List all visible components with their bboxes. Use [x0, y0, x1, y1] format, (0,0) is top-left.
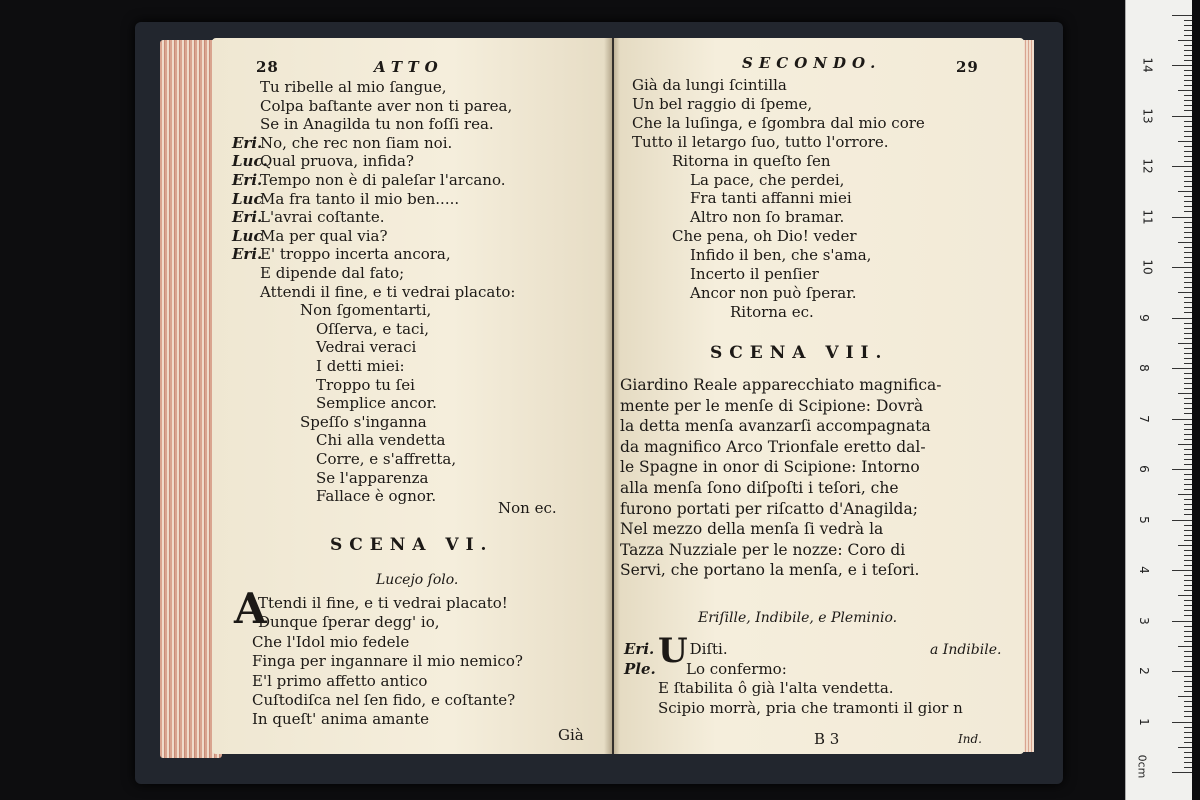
- ruler-tick: [1184, 459, 1192, 460]
- text-line: [232, 115, 494, 134]
- drop-cap-u: U: [658, 631, 688, 671]
- ruler-tick: [1184, 100, 1192, 101]
- ruler-label: 6: [1136, 465, 1151, 473]
- ruler-label: 8: [1136, 364, 1151, 372]
- ruler-unit: 0cm: [1135, 754, 1149, 779]
- speaker-label: Luc.: [232, 152, 268, 171]
- ruler-tick: [1184, 752, 1192, 753]
- ruler-tick: [1184, 171, 1192, 172]
- ruler-label: 2: [1136, 667, 1151, 675]
- ruler-tick: [1172, 469, 1192, 470]
- ruler-tick: [1184, 626, 1192, 627]
- speaker-label: Luc: [232, 189, 263, 208]
- verse-line: Fra tanti affanni miei: [690, 189, 852, 208]
- ruler-tick: [1184, 383, 1192, 384]
- text-line: [232, 78, 447, 97]
- right-page: [614, 38, 1024, 754]
- ruler-tick: [1184, 328, 1192, 329]
- text-line: [232, 134, 452, 153]
- description-line: Tazza Nuzziale per le nozze: Coro di: [620, 540, 906, 559]
- ruler-tick: [1184, 641, 1192, 642]
- line-text: Chi alla vendetta: [316, 431, 446, 450]
- aria-line: In queſt' anima amante: [252, 710, 429, 729]
- ruler-tick: [1184, 105, 1192, 106]
- ruler-tick: [1184, 479, 1192, 480]
- ruler-tick: [1184, 297, 1192, 298]
- ruler-tick: [1184, 439, 1192, 440]
- ruler-tick: [1184, 222, 1192, 223]
- ruler-tick: [1184, 615, 1192, 616]
- ruler-tick: [1184, 636, 1192, 637]
- dialogue-line: [624, 699, 963, 718]
- verse-line: Ritorna ec.: [730, 302, 814, 321]
- ruler-tick: [1178, 747, 1192, 748]
- verse-line: Ritorna in queſto ſen: [672, 151, 831, 170]
- ruler-tick: [1184, 70, 1192, 71]
- ruler-tick: [1184, 525, 1192, 526]
- ruler-tick: [1184, 151, 1192, 152]
- running-head-right: SECONDO.: [742, 54, 882, 72]
- ruler-tick: [1178, 696, 1192, 697]
- ruler-tick: [1184, 338, 1192, 339]
- ruler-tick: [1184, 95, 1192, 96]
- aria-line: E'l primo affetto antico: [252, 671, 428, 690]
- dialogue-line: [624, 660, 787, 679]
- line-text: Attendi il fine, e ti vedrai placato:: [260, 282, 516, 301]
- ruler-tick: [1178, 393, 1192, 394]
- ruler-tick: [1184, 762, 1192, 763]
- ruler-tick: [1184, 504, 1192, 505]
- ruler-tick: [1184, 565, 1192, 566]
- verse-line: Già da lungi ſcintilla: [632, 76, 787, 94]
- ruler-tick: [1172, 15, 1192, 16]
- ruler-label: 14: [1140, 57, 1155, 73]
- ruler-tick: [1184, 277, 1192, 278]
- ruler-tick: [1184, 711, 1192, 712]
- ruler-tick: [1184, 489, 1192, 490]
- ruler-tick: [1184, 742, 1192, 743]
- ruler-label: 4: [1136, 566, 1151, 574]
- ruler-tick: [1184, 237, 1192, 238]
- ruler-tick: [1172, 520, 1192, 521]
- speaker-label: Eri.: [624, 640, 655, 658]
- dialogue-line: [624, 679, 894, 698]
- ruler-tick: [1184, 484, 1192, 485]
- ruler-tick: [1178, 545, 1192, 546]
- text-line: [232, 227, 388, 246]
- stage-aside: a Indibile.: [930, 642, 1002, 658]
- ruler-tick: [1184, 464, 1192, 465]
- text-line: [232, 97, 512, 116]
- ruler-tick: [1184, 378, 1192, 379]
- line-text: Se in Anagilda tu non foſſi rea.: [260, 115, 494, 134]
- ruler-tick: [1184, 307, 1192, 308]
- ruler-tick: [1184, 55, 1192, 56]
- ruler-tick: [1184, 686, 1192, 687]
- ruler-tick: [1184, 353, 1192, 354]
- ruler-tick: [1172, 65, 1192, 66]
- speaker-label: Eri.: [232, 133, 263, 152]
- description-line: mente per le menſe di Scipione: Dovrà: [620, 396, 924, 415]
- ruler-tick: [1184, 206, 1192, 207]
- ruler-tick: [1184, 20, 1192, 21]
- ruler-tick: [1184, 651, 1192, 652]
- ruler-tick: [1178, 292, 1192, 293]
- line-text: Ma per qual via?: [260, 226, 388, 245]
- description-line: furono portati per riſcatto d'Anagilda;: [620, 499, 918, 518]
- ruler-tick: [1184, 272, 1192, 273]
- ruler-tick: [1184, 631, 1192, 632]
- scene-title-vi: SCENA VI.: [330, 535, 494, 555]
- ruler-tick: [1184, 131, 1192, 132]
- ruler-label: 13: [1140, 107, 1155, 124]
- aria-line: Finga per ingannare il mio nemico?: [252, 652, 523, 671]
- ruler-tick: [1184, 156, 1192, 157]
- ruler-tick: [1184, 247, 1192, 248]
- text-line: [232, 190, 459, 209]
- line-text: E' troppo incerta ancora,: [260, 245, 451, 264]
- text-line: [232, 487, 436, 506]
- ruler-tick: [1184, 585, 1192, 586]
- line-text: Semplice ancor.: [316, 394, 437, 413]
- ruler-tick: [1184, 474, 1192, 475]
- verse-line: Che la luſinga, e ſgombra dal mio core: [632, 113, 925, 132]
- ruler-tick: [1172, 318, 1192, 319]
- ruler-tick: [1172, 570, 1192, 571]
- ruler-tick: [1184, 555, 1192, 556]
- text-line: [232, 283, 515, 302]
- ruler-tick: [1184, 85, 1192, 86]
- line-text: Scipio morrà, pria che tramonti il gior n: [658, 698, 963, 717]
- text-line: [232, 245, 451, 264]
- ruler-label: 9: [1136, 313, 1151, 322]
- ruler-tick: [1184, 767, 1192, 768]
- ruler-tick: [1184, 424, 1192, 425]
- text-line: [232, 450, 456, 469]
- ruler-label: 12: [1140, 158, 1155, 174]
- ruler-tick: [1172, 267, 1192, 268]
- text-line: [232, 301, 431, 320]
- line-text: Speſſo s'inganna: [300, 412, 427, 431]
- drop-cap-a: A: [234, 584, 267, 633]
- ruler-tick: [1184, 348, 1192, 349]
- ruler-tick: [1184, 45, 1192, 46]
- ruler-tick: [1184, 176, 1192, 177]
- ruler-label: 11: [1140, 208, 1155, 225]
- ruler-tick: [1184, 257, 1192, 258]
- page-number-right: 29: [956, 58, 979, 76]
- ruler-tick: [1184, 398, 1192, 399]
- line-text: Corre, e s'affretta,: [316, 450, 457, 468]
- description-line: da magnifico Arco Trionfale eretto dal-: [620, 437, 926, 456]
- ruler-tick: [1184, 161, 1192, 162]
- line-text: E dipende dal fato;: [260, 264, 405, 282]
- description-line: alla menſa ſono diſpoſti i teſori, che: [620, 479, 899, 497]
- ruler-tick: [1184, 358, 1192, 359]
- ruler-tick: [1184, 136, 1192, 137]
- text-line: [232, 413, 427, 432]
- ruler-tick: [1184, 126, 1192, 127]
- line-text: I detti miei:: [316, 357, 405, 375]
- ruler-tick: [1184, 80, 1192, 81]
- ruler-tick: [1178, 191, 1192, 192]
- line-text: L'avrai coſtante.: [260, 208, 385, 227]
- ruler-tick: [1184, 540, 1192, 541]
- ruler-label: 7: [1136, 414, 1151, 423]
- text-line: [232, 171, 506, 190]
- ruler-tick: [1184, 25, 1192, 26]
- ruler-tick: [1184, 373, 1192, 374]
- ruler-tick: [1178, 141, 1192, 142]
- text-line: [232, 208, 384, 227]
- ruler-tick: [1178, 444, 1192, 445]
- ruler-tick: [1184, 35, 1192, 36]
- ruler-tick: [1184, 757, 1192, 758]
- ruler-tick: [1184, 449, 1192, 450]
- speaker-label: Eri.: [232, 171, 263, 189]
- ruler-tick: [1184, 661, 1192, 662]
- verse-line: Un bel raggio di ſpeme,: [632, 94, 813, 113]
- ruler-tick: [1184, 146, 1192, 147]
- line-text: Colpa baſtante aver non ti parea,: [260, 96, 513, 115]
- ruler-tick: [1184, 232, 1192, 233]
- aria-line: Ttendi il fine, e ti vedrai placato!: [258, 594, 508, 612]
- description-line: la detta menſa avanzarſi accompagnata: [620, 417, 931, 436]
- verse-line: La pace, che perdei,: [690, 170, 845, 189]
- ruler-tick: [1184, 535, 1192, 536]
- page-number-left: 28: [256, 58, 279, 76]
- ruler-tick: [1178, 90, 1192, 91]
- line-text: Oſſerva, e taci,: [316, 319, 429, 338]
- description-line: Nel mezzo della menſa ſi vedrà la: [620, 520, 884, 539]
- ruler-tick: [1184, 75, 1192, 76]
- speaker-label: Eri.: [232, 208, 263, 227]
- ruler-tick: [1172, 217, 1192, 218]
- description-line: Giardino Reale apparecchiato magnifica-: [620, 376, 942, 394]
- aria-line: Che l'Idol mio fedele: [252, 632, 410, 651]
- ruler-tick: [1184, 737, 1192, 738]
- ruler-tick: [1184, 282, 1192, 283]
- line-text: E ſtabilita ô già l'alta vendetta.: [658, 679, 894, 697]
- ruler-tick: [1184, 211, 1192, 212]
- scene-title-vii: SCENA VII.: [710, 343, 889, 363]
- line-text: Lo confermo:: [686, 659, 787, 678]
- line-text: No, che rec non ſiam noi.: [260, 133, 453, 152]
- ruler-tick: [1184, 499, 1192, 500]
- ruler-tick: [1184, 429, 1192, 430]
- ruler-tick: [1172, 368, 1192, 369]
- book-gutter: [604, 38, 620, 754]
- ruler-tick: [1184, 196, 1192, 197]
- description-line: Servi, che portano la menſa, e i teſori.: [620, 561, 920, 580]
- ruler-tick: [1184, 530, 1192, 531]
- ruler-tick: [1184, 413, 1192, 414]
- ruler-tick: [1184, 580, 1192, 581]
- ruler-tick: [1184, 509, 1192, 510]
- line-text: Qual pruova, infida?: [260, 152, 414, 171]
- ruler-tick: [1184, 666, 1192, 667]
- ruler-tick: [1184, 287, 1192, 288]
- ruler-tick: [1184, 60, 1192, 61]
- ruler-tick: [1184, 333, 1192, 334]
- ruler-tick: [1184, 560, 1192, 561]
- line-text: Vedrai veraci: [316, 338, 417, 357]
- ruler-tick: [1184, 50, 1192, 51]
- ruler-tick: [1184, 454, 1192, 455]
- verse-line: Altro non ſo bramar.: [690, 208, 845, 227]
- ruler-tick: [1184, 252, 1192, 253]
- ruler-tick: [1184, 363, 1192, 364]
- ruler-tick: [1184, 262, 1192, 263]
- text-line: [232, 338, 416, 357]
- ruler-tick: [1184, 181, 1192, 182]
- text-line: [232, 394, 437, 413]
- text-line: [232, 469, 429, 488]
- running-head-left: ATTO: [374, 58, 444, 76]
- line-text: Se l'apparenza: [316, 468, 429, 487]
- ruler-tick: [1184, 227, 1192, 228]
- ruler-tick: [1184, 408, 1192, 409]
- da-capo-left: Non ec.: [498, 499, 557, 517]
- line-text: Fallace è ognor.: [316, 487, 437, 506]
- ruler-tick: [1178, 494, 1192, 495]
- text-line: [232, 431, 445, 450]
- ruler-tick: [1184, 110, 1192, 111]
- ruler-tick: [1172, 671, 1192, 672]
- verse-line: Infido il ben, che s'ama,: [690, 246, 872, 265]
- text-line: [232, 376, 415, 395]
- line-text: Tempo non è di paleſar l'arcano.: [260, 171, 506, 189]
- ruler-tick: [1184, 716, 1192, 717]
- ruler-tick: [1184, 550, 1192, 551]
- ruler-tick: [1184, 575, 1192, 576]
- scene-caption-vi: Lucejo ſolo.: [376, 572, 459, 588]
- ruler-tick: [1184, 706, 1192, 707]
- ruler-tick: [1184, 514, 1192, 515]
- ruler-tick: [1178, 595, 1192, 596]
- ruler-tick: [1184, 605, 1192, 606]
- speaker-label: Ple.: [624, 659, 656, 678]
- ruler-tick: [1184, 681, 1192, 682]
- line-text: Troppo tu ſei: [316, 375, 415, 394]
- characters-line: Eriſille, Indibile, e Pleminio.: [698, 610, 898, 626]
- aria-line: Cuſtodiſca nel ſen fido, e coſtante?: [252, 691, 516, 709]
- signature-mark: B 3: [814, 730, 840, 748]
- text-line: [232, 264, 404, 283]
- catchword-left: Già: [558, 726, 584, 744]
- ruler-tick: [1184, 323, 1192, 324]
- verse-line: Incerto il penſier: [690, 265, 819, 283]
- verse-line: Ancor non può ſperar.: [690, 283, 857, 302]
- text-line: [232, 152, 414, 171]
- ruler-tick: [1184, 434, 1192, 435]
- ruler-tick: [1184, 186, 1192, 187]
- ruler-label: 10: [1140, 259, 1155, 275]
- line-text: Diſti.: [689, 640, 728, 658]
- line-text: Non ſgomentarti,: [300, 301, 432, 320]
- text-line: [232, 320, 429, 339]
- ruler-tick: [1172, 621, 1192, 622]
- ruler-tick: [1184, 656, 1192, 657]
- ruler-tick: [1178, 242, 1192, 243]
- ruler-tick: [1184, 121, 1192, 122]
- ruler-tick: [1184, 727, 1192, 728]
- speaker-label: Luc: [232, 226, 263, 245]
- verse-line: Tutto il letargo ſuo, tutto l'orrore.: [632, 132, 889, 151]
- text-line: [232, 357, 405, 376]
- ruler-tick: [1172, 722, 1192, 723]
- measuring-ruler: [1125, 0, 1192, 800]
- ruler-tick: [1172, 419, 1192, 420]
- ruler-tick: [1184, 732, 1192, 733]
- description-line: le Spagne in onor di Scipione: Intorno: [620, 458, 920, 477]
- catchword-right: Ind.: [958, 732, 982, 746]
- verse-line: Che pena, oh Dio! veder: [672, 227, 857, 246]
- ruler-tick: [1184, 676, 1192, 677]
- ruler-tick: [1184, 691, 1192, 692]
- aria-line: Dunque ſperar degg' io,: [258, 613, 440, 632]
- ruler-tick: [1184, 590, 1192, 591]
- speaker-label: Eri.: [232, 245, 263, 264]
- line-text: Ma fra tanto il mio ben.....: [260, 189, 460, 208]
- ruler-tick: [1184, 312, 1192, 313]
- line-text: Tu ribelle al mio ſangue,: [260, 78, 447, 96]
- ruler-tick: [1178, 343, 1192, 344]
- ruler-tick: [1184, 701, 1192, 702]
- ruler-tick: [1172, 166, 1192, 167]
- ruler-label: 1: [1136, 717, 1151, 726]
- ruler-label: 3: [1136, 616, 1151, 625]
- ruler-tick: [1184, 403, 1192, 404]
- ruler-tick: [1184, 388, 1192, 389]
- ruler-tick: [1184, 610, 1192, 611]
- ruler-tick: [1178, 40, 1192, 41]
- ruler-label: 5: [1136, 515, 1151, 524]
- left-page: [212, 38, 612, 754]
- ruler-tick: [1184, 302, 1192, 303]
- ruler-tick: [1184, 30, 1192, 31]
- ruler-tick: [1172, 772, 1192, 773]
- ruler-tick: [1172, 116, 1192, 117]
- ruler-tick: [1184, 201, 1192, 202]
- ruler-tick: [1178, 646, 1192, 647]
- ruler-tick: [1184, 600, 1192, 601]
